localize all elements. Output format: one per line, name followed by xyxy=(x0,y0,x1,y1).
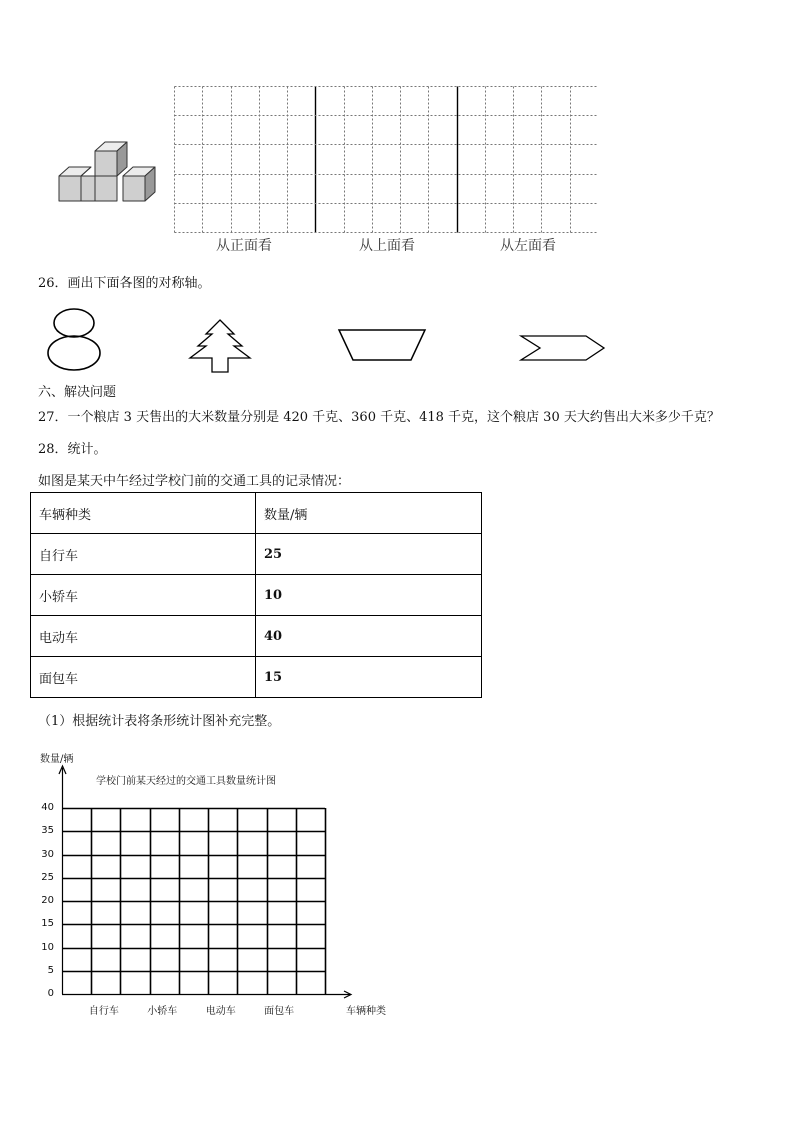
table-header-cell: 车辆种类 xyxy=(31,493,256,534)
x-category-label: 面包车 xyxy=(264,1006,295,1017)
section-title: 六、解决问题 xyxy=(38,385,117,400)
table-row xyxy=(31,657,482,698)
x-axis-arrow xyxy=(344,991,351,998)
y-tick-label: 25 xyxy=(41,871,54,883)
table-cell-count: 15 xyxy=(256,657,482,698)
chart-axes xyxy=(59,766,351,998)
y-tick-label: 10 xyxy=(41,941,54,953)
table-row xyxy=(31,534,482,575)
cube-stack-figure xyxy=(50,135,162,217)
y-tick-label: 15 xyxy=(41,917,54,929)
question-28: 28．统计。 xyxy=(38,442,107,457)
table-cell-count: 25 xyxy=(256,534,482,575)
figure-eight-shape xyxy=(44,306,106,374)
table-header-cell: 数量/辆 xyxy=(256,493,482,534)
question-26: 26．画出下面各图的对称轴。 xyxy=(38,276,211,291)
table-row xyxy=(31,616,482,657)
y-tick-label: 35 xyxy=(41,824,54,836)
x-category-label: 电动车 xyxy=(205,1006,236,1017)
top-view-label: 从上面看 xyxy=(359,238,415,254)
y-tick-label: 40 xyxy=(41,801,54,813)
x-category-label: 小轿车 xyxy=(147,1006,178,1017)
view-grid[interactable] xyxy=(174,86,598,234)
x-category-label: 自行车 xyxy=(88,1006,119,1017)
table-cell-type: 小轿车 xyxy=(31,575,256,616)
left-view-label: 从左面看 xyxy=(500,238,556,254)
trapezoid-shape xyxy=(336,326,428,364)
chart-x-axis-label: 车辆种类 xyxy=(346,1006,386,1017)
front-view-label: 从正面看 xyxy=(216,238,272,254)
table-cell-count: 40 xyxy=(256,616,482,657)
table-cell-type: 自行车 xyxy=(31,534,256,575)
table-cell-count: 10 xyxy=(256,575,482,616)
tree-arrow-shape xyxy=(184,316,256,376)
y-tick-label: 30 xyxy=(41,848,54,860)
y-axis-arrow xyxy=(59,766,66,774)
table-header-row xyxy=(31,493,482,534)
question-28-intro: 如图是某天中午经过学校门前的交通工具的记录情况： xyxy=(38,474,351,489)
vehicle-table xyxy=(30,492,482,698)
table-cell-type: 面包车 xyxy=(31,657,256,698)
y-tick-label: 5 xyxy=(47,964,54,976)
chart-grid xyxy=(62,808,326,994)
y-tick-label: 20 xyxy=(41,894,54,906)
table-row xyxy=(31,575,482,616)
table-cell-type: 电动车 xyxy=(31,616,256,657)
chart-title: 学校门前某天经过的交通工具数量统计图 xyxy=(96,776,276,787)
question-28-part1: （1）根据统计表将条形统计图补充完整。 xyxy=(38,714,281,729)
chart-y-axis-label: 数量/辆 xyxy=(40,754,74,765)
question-27: 27．一个粮店 3 天售出的大米数量分别是 420 千克、360 千克、418 千克，这个粮店 30 天大约售出大米多少千克？ xyxy=(38,410,720,425)
y-tick-label: 0 xyxy=(47,987,54,999)
arrow-chevron-shape xyxy=(518,333,608,363)
